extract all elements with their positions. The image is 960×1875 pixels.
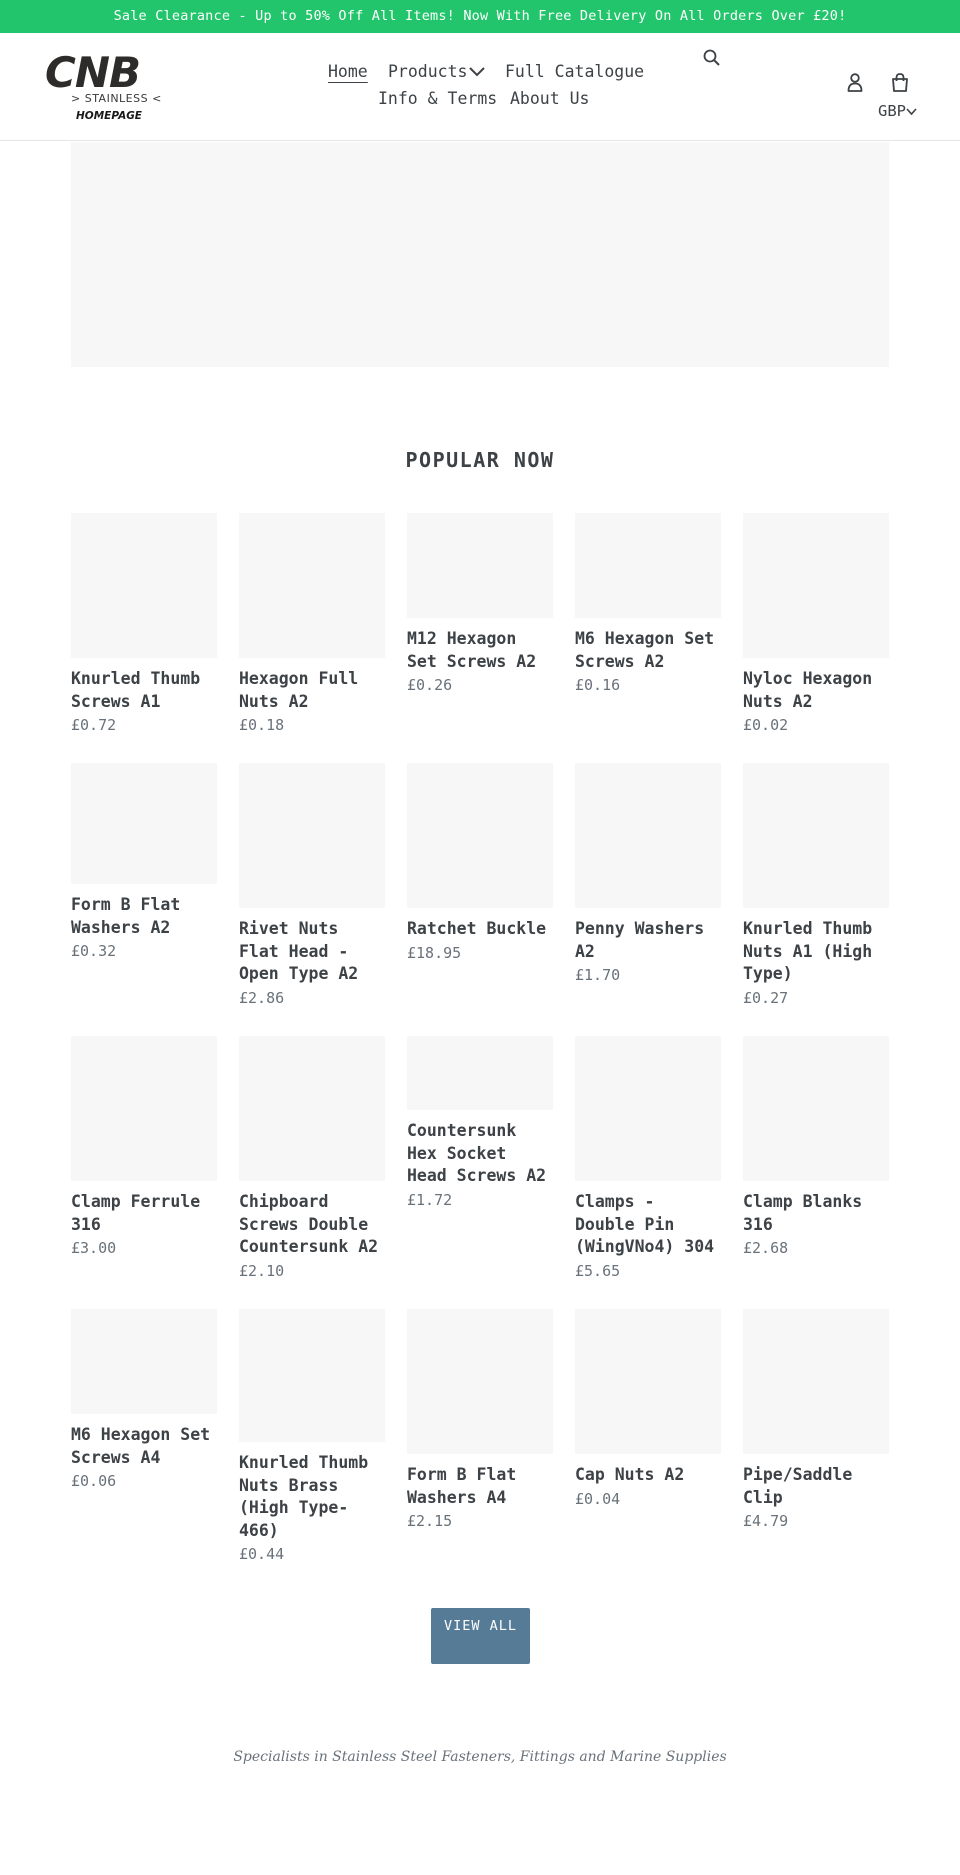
product-title: Rivet Nuts Flat Head - Open Type A2: [239, 919, 359, 983]
product-price: £0.32: [71, 942, 117, 960]
product-card[interactable]: [71, 513, 217, 735]
product-card[interactable]: [407, 513, 553, 695]
product-title: Knurled Thumb Nuts Brass (High Type-466): [239, 1453, 369, 1540]
product-price: £2.10: [239, 1261, 285, 1280]
product-title: Ratchet Buckle: [407, 919, 547, 938]
section-title: POPULAR NOW: [405, 448, 555, 472]
product-image: [743, 1309, 889, 1454]
product-card[interactable]: [239, 1309, 385, 1564]
product-price: £2.15: [407, 1512, 453, 1530]
cart-icon[interactable]: [889, 72, 911, 94]
product-price: £1.72: [407, 1190, 453, 1209]
product-image: [407, 763, 553, 908]
product-title: Form B Flat Washers A2: [71, 895, 181, 937]
product-price: £4.79: [743, 1512, 789, 1530]
product-price: £0.06: [71, 1472, 117, 1490]
product-image: [743, 513, 889, 658]
product-price: £0.16: [575, 676, 621, 694]
product-card[interactable]: [407, 1036, 553, 1210]
product-image: [239, 513, 385, 658]
product-image: [575, 763, 721, 908]
product-title: Penny Washers A2: [575, 919, 705, 961]
announcement-bar: [0, 0, 960, 33]
product-title: M6 Hexagon Set Screws A2: [575, 629, 715, 671]
chevron-down-icon: [906, 102, 917, 120]
view-all-button[interactable]: VIEW ALL: [431, 1608, 530, 1664]
site-header: [0, 33, 960, 141]
svg-text:CNB: CNB: [45, 51, 140, 97]
product-title: Hexagon Full Nuts A2: [239, 669, 359, 711]
product-image: [71, 1036, 217, 1181]
product-image: [743, 1036, 889, 1181]
product-image: [407, 1309, 553, 1454]
product-image: [71, 763, 217, 884]
product-title: Nyloc Hexagon Nuts A2: [743, 669, 873, 711]
product-card[interactable]: [743, 513, 889, 735]
product-price: £0.72: [71, 716, 117, 734]
product-price: £0.27: [743, 988, 789, 1007]
account-icon[interactable]: [845, 72, 865, 94]
chevron-down-icon: [469, 62, 485, 81]
product-price: £3.00: [71, 1239, 117, 1257]
product-title: M6 Hexagon Set Screws A4: [71, 1425, 211, 1467]
product-card[interactable]: [407, 763, 553, 963]
product-card[interactable]: [71, 1309, 217, 1491]
product-image: [407, 513, 553, 618]
product-title: Cap Nuts A2: [575, 1465, 685, 1484]
product-image: [239, 1309, 385, 1442]
nav-full-catalogue[interactable]: Full Catalogue: [505, 62, 645, 81]
product-image: [71, 1309, 217, 1414]
currency-label: GBP: [878, 102, 906, 120]
product-card[interactable]: [575, 1309, 721, 1509]
product-card[interactable]: [239, 513, 385, 735]
product-image: [575, 1309, 721, 1454]
product-card[interactable]: [743, 1036, 889, 1258]
nav-about-us[interactable]: About Us: [510, 89, 590, 108]
product-price: £5.65: [575, 1261, 621, 1280]
product-price: £18.95: [407, 943, 462, 962]
product-card[interactable]: [407, 1309, 553, 1531]
product-title: Pipe/Saddle Clip: [743, 1465, 853, 1507]
product-price: £0.18: [239, 716, 285, 734]
search-icon[interactable]: [702, 48, 722, 68]
product-image: [407, 1036, 553, 1110]
product-title: Clamps - Double Pin (WingVNo4) 304: [575, 1192, 715, 1256]
product-image: [71, 513, 217, 658]
announcement-text: Sale Clearance - Up to 50% Off All Items! Now With Free Delivery On All Orders Over £20!: [113, 8, 847, 24]
product-title: Countersunk Hex Socket Head Screws A2: [407, 1121, 547, 1185]
product-card[interactable]: [71, 763, 217, 961]
product-card[interactable]: [575, 1036, 721, 1281]
product-card[interactable]: [575, 513, 721, 695]
svg-text:> STAINLESS <: > STAINLESS <: [71, 92, 162, 105]
nav-products[interactable]: [388, 62, 485, 81]
product-price: £0.26: [407, 676, 453, 694]
product-card[interactable]: [743, 1309, 889, 1531]
product-price: £2.68: [743, 1239, 789, 1257]
product-card[interactable]: [239, 1036, 385, 1281]
product-title: Chipboard Screws Double Countersunk A2: [239, 1192, 379, 1256]
product-card[interactable]: [71, 1036, 217, 1258]
currency-selector[interactable]: [878, 102, 917, 120]
product-title: Clamp Ferrule 316: [71, 1192, 201, 1234]
product-image: [239, 1036, 385, 1181]
product-title: Knurled Thumb Screws A1: [71, 669, 201, 711]
footer-tagline: Specialists in Stainless Steel Fasteners, Fittings and Marine Supplies: [233, 1749, 727, 1765]
product-price: £1.70: [575, 966, 621, 984]
product-title: M12 Hexagon Set Screws A2: [407, 629, 537, 671]
svg-text:HOMEPAGE: HOMEPAGE: [76, 110, 142, 122]
product-image: [743, 763, 889, 908]
product-card[interactable]: [743, 763, 889, 1008]
product-price: £0.04: [575, 1489, 621, 1508]
product-title: Knurled Thumb Nuts A1 (High Type): [743, 919, 873, 983]
nav-home[interactable]: Home: [328, 62, 368, 81]
product-image: [575, 1036, 721, 1181]
product-card[interactable]: [575, 763, 721, 985]
product-price: £2.86: [239, 988, 285, 1007]
site-logo[interactable]: [45, 51, 190, 125]
product-title: Form B Flat Washers A4: [407, 1465, 517, 1507]
product-price: £0.02: [743, 716, 789, 734]
product-image: [575, 513, 721, 618]
logo-graphic: [45, 51, 190, 125]
nav-products-label: Products: [388, 62, 468, 81]
hero-banner: [71, 142, 889, 367]
nav-info-terms[interactable]: Info & Terms: [378, 89, 498, 108]
product-image: [239, 763, 385, 908]
product-card[interactable]: [239, 763, 385, 1008]
product-price: £0.44: [239, 1545, 285, 1563]
product-title: Clamp Blanks 316: [743, 1192, 863, 1234]
